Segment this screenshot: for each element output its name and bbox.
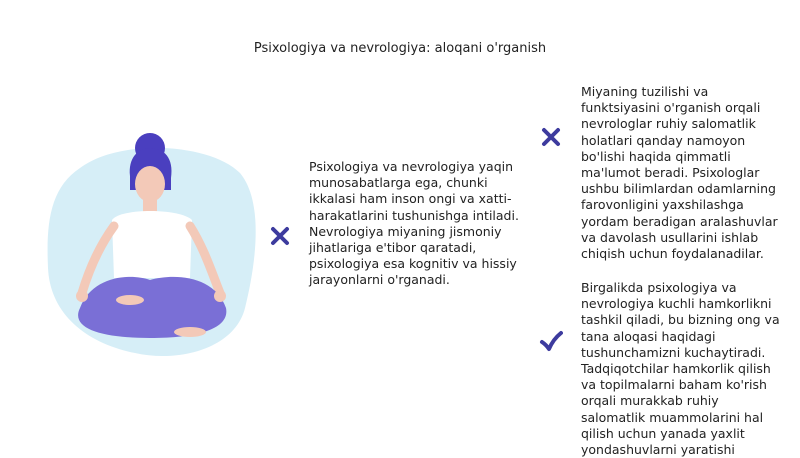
face [135, 166, 165, 202]
meditation-illustration [40, 128, 270, 368]
left-hand [76, 290, 88, 302]
x-cross-icon [268, 224, 292, 248]
text-block-3: Birgalikda psixologiya va nevrologiya kuchli hamkorlikni tashkil qiladi, bu bizning ong va tana aloqasi haqidagi tushunchamizni kuchaytiradi. Tadqiqotchilar hamkorlik qilish va topilmalarni baham ko'rish orqali murakkab ruhiy salomatlik muammolarini hal qilish uchun yanada yaxlit yondashuvlarni yaratishi [581, 280, 780, 458]
legs [78, 277, 226, 338]
check-mark-icon [539, 329, 563, 353]
slide-title: Psixologiya va nevrologiya: aloqani o'rganish [253, 41, 547, 56]
text-block-2: Miyaning tuzilishi va funktsiyasini o'rganish orqali nevrologlar ruhiy salomatlik holatlari qanday namoyon bo'lishi haqida qimmatli ma'lumot beradi. Psixologlar ushbu bilimlardan odamlarning farovonligini yaxshilashga yordam beradigan aralashuvlar va davolash usullarini ishlab chiqish uchun foydalanadilar. [581, 84, 778, 262]
text-block-1: Psixologiya va nevrologiya yaqin munosabatlarga ega, chunki ikkalasi ham inson ongi va xatti-harakatlarini tushunishga intiladi. Nevrologiya miyaning jismoniy jihatlariga e'tibor qaratadi, psixologiya esa kognitiv va hissiy jarayonlarni o'rganadi. [309, 159, 519, 288]
right-foot [174, 327, 206, 337]
left-foot [116, 295, 144, 305]
right-hand [214, 290, 226, 302]
shirt [112, 211, 192, 278]
x-cross-icon [539, 125, 563, 149]
